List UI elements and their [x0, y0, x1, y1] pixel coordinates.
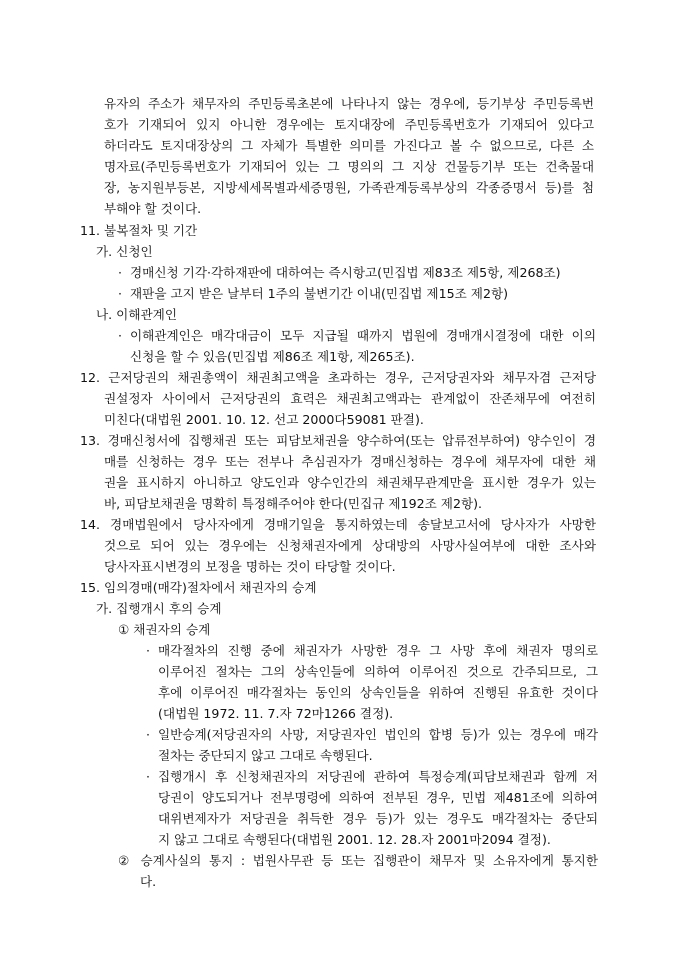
- bullet-icon: ·: [118, 286, 123, 301]
- list-item: 집행개시 후 신청채권자의 저당권에 관하여 특정승계(피담보채권과 함께 저: [158, 769, 598, 784]
- bullet-icon: ·: [118, 328, 123, 343]
- paragraph-line: 하더라도 토지대장상의 그 자체가 특별한 의미를 가진다고 볼 수 없으므로, 다른 소: [104, 138, 594, 153]
- paragraph-line: 부해야 할 것이다.: [104, 201, 202, 216]
- bullet-icon: ·: [146, 643, 151, 658]
- subsection-label: 가. 집행개시 후의 승계: [96, 601, 222, 616]
- subsection-label: 나. 이해관계인: [96, 307, 177, 322]
- list-item: 매각절차의 진행 중에 채권자가 사망한 경우 그 사망 후에 채권자 명의로: [158, 643, 598, 658]
- paragraph-line: 장, 농지원부등본, 지방세세목별과세증명원, 가족관계등록부상의 각종증명서 등)를 첨: [104, 180, 594, 195]
- section-paragraph: 권을 표시하지 아니하고 양도인과 양수인간의 채권채무관계만을 표시한 경우가 있는: [104, 475, 596, 490]
- list-item-continuation: 후에 이루어진 매각절차는 동인의 상속인들을 위하여 진행된 유효한 것이다: [158, 685, 598, 700]
- section-heading: 11. 불복절차 및 기간: [80, 223, 198, 238]
- item-label: ② 승계사실의 통지 : 법원사무관 등 또는 집행관이 채무자 및 소유자에게 통지한: [118, 853, 598, 868]
- section-paragraph: 바, 피담보채권을 명확히 특정해주어야 한다(민집규 제192조 제2항).: [104, 496, 483, 511]
- list-item: 경매신청 기각·각하재판에 대하여는 즉시항고(민집법 제83조 제5항, 제268조): [130, 265, 561, 280]
- list-item: 일반승계(저당권자의 사망, 저당권자인 법인의 합병 등)가 있는 경우에 매각: [158, 727, 598, 742]
- section-heading: 15. 임의경매(매각)절차에서 채권자의 승계: [80, 580, 317, 595]
- section-paragraph: 권설정자 사이에서 근저당권의 효력은 채권최고액과는 관계없이 잔존채무에 여전히: [104, 391, 596, 406]
- list-item: 이해관계인은 매각대금이 모두 지급될 때까지 법원에 경매개시결정에 대한 이의: [130, 328, 596, 343]
- section-paragraph: 매를 신청하는 경우 또는 전부나 추심권자가 경매신청하는 경우에 채무자에 대한 채: [104, 454, 596, 469]
- list-item: 재판을 고지 받은 날부터 1주의 불변기간 이내(민집법 제15조 제2항): [130, 286, 509, 301]
- item-continuation: 다.: [140, 874, 157, 889]
- section-paragraph: 미친다(대법원 2001. 10. 12. 선고 2000다59081 판결).: [104, 412, 424, 427]
- list-item-continuation: 신청을 할 수 있음(민집법 제86조 제1항, 제265조).: [130, 349, 415, 364]
- list-item-continuation: 이루어진 절차는 그의 상속인들에 의하여 이루어진 것으로 간주되므로, 그: [158, 664, 598, 679]
- section-paragraph: 13. 경매신청서에 집행채권 또는 피담보채권을 양수하여(또는 압류전부하여) 양수인이 경: [80, 433, 596, 448]
- bullet-icon: ·: [118, 265, 123, 280]
- section-paragraph: 12. 근저당권의 채권총액이 채권최고액을 초과하는 경우, 근저당권자와 채무자겸 근저당: [80, 370, 596, 385]
- section-paragraph: 당사자표시변경의 보정을 명하는 것이 타당할 것이다.: [104, 559, 396, 574]
- paragraph-line: 호가 기재되어 있지 아니한 경우에는 토지대장에 주민등록번호가 기재되어 있다고: [104, 117, 594, 132]
- list-item-continuation: 지 않고 그대로 속행된다(대법원 2001. 12. 28.자 2001마2094 결정).: [158, 832, 551, 847]
- list-item-continuation: 절차는 중단되지 않고 그대로 속행된다.: [158, 748, 373, 763]
- paragraph-line: 유자의 주소가 채무자의 주민등록초본에 나타나지 않는 경우에, 등기부상 주민등록번: [104, 96, 594, 111]
- bullet-icon: ·: [146, 727, 151, 742]
- paragraph-line: 명자료(주민등록번호가 기재되어 있는 그 명의의 그 지상 건물등기부 또는 건축물대: [104, 159, 594, 174]
- item-label: ① 채권자의 승계: [118, 622, 211, 637]
- list-item-continuation: 대위변제자가 저당권을 취득한 경우 등)가 있는 경우도 매각절차는 중단되: [158, 811, 598, 826]
- bullet-icon: ·: [146, 769, 151, 784]
- section-paragraph: 14. 경매법원에서 당사자에게 경매기일을 통지하였는데 송달보고서에 당사자가 사망한: [80, 517, 596, 532]
- section-paragraph: 것으로 되어 있는 경우에는 신청채권자에게 상대방의 사망사실여부에 대한 조사와: [104, 538, 596, 553]
- subsection-label: 가. 신청인: [96, 244, 153, 259]
- list-item-continuation: (대법원 1972. 11. 7.자 72마1266 결정).: [158, 706, 394, 721]
- list-item-continuation: 당권이 양도되거나 전부명령에 의하여 전부된 경우, 민법 제481조에 의하여: [158, 790, 598, 805]
